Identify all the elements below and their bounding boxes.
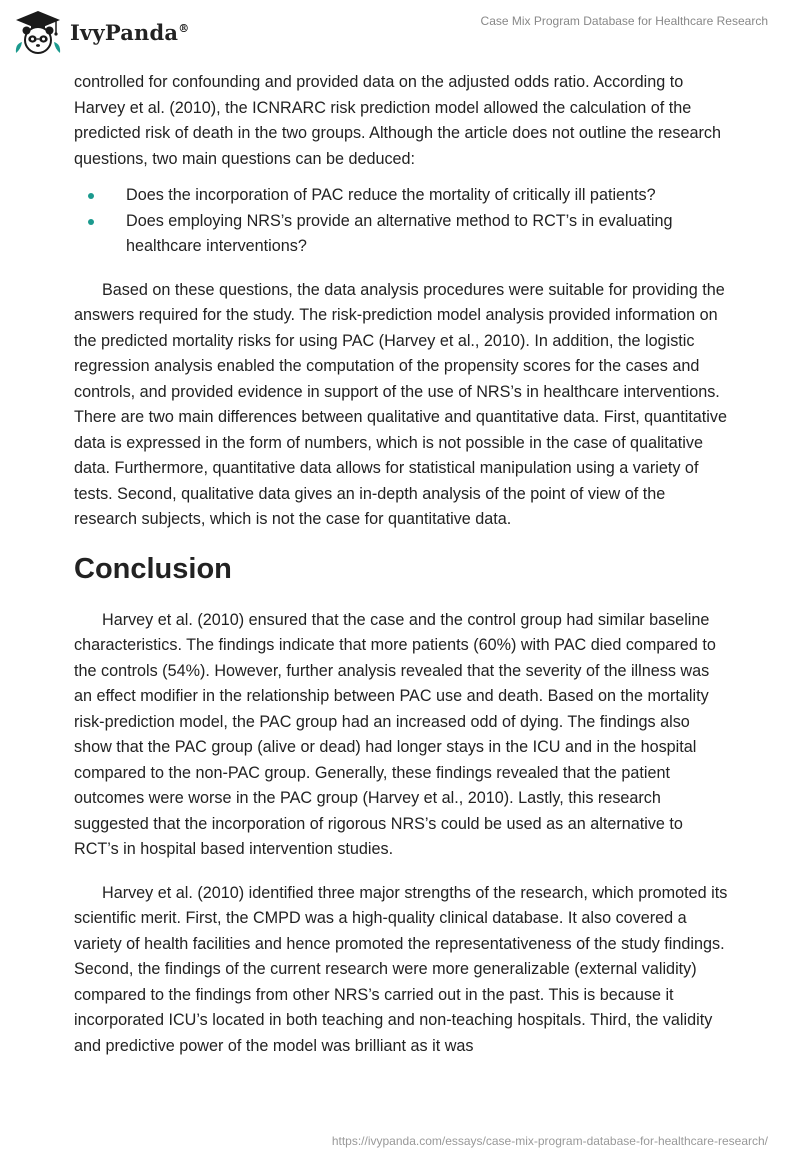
section-heading-conclusion: Conclusion	[74, 552, 232, 585]
research-questions-list	[74, 183, 730, 260]
list-item-text: Does employing NRS’s provide an alternative method to RCT’s in evaluating healthcare interventions?	[126, 211, 673, 255]
list-item	[74, 209, 730, 260]
paragraph-conclusion-1: Harvey et al. (2010) ensured that the case and the control group had similar baseline characteristics. The findings indicate that more patients (60%) with PAC died compared to the controls (54%). However, further analysis revealed that the severity of the illness was an effect modifier in the relationship between PAC use and death. Based on the mortality risk-prediction model, the PAC group had an increased odd of dying. The findings also show that the PAC group (alive or dead) had longer stays in the ICU and in the hospital compared to the non-PAC group. Generally, these findings revealed that the patient outcomes were worse in the PAC group (Harvey et al., 2010). Lastly, this research suggested that the incorporation of rigorous NRS’s could be used as an alternative to RCT’s in hospital based intervention studies.	[74, 610, 716, 858]
paragraph-analysis: Based on these questions, the data analysis procedures were suitable for providing the answers required for the study. The risk-prediction model analysis provided information on the predicted mortality risks for using PAC (Harvey et al., 2010). In addition, the logistic regression analysis enabled the computation of the propensity scores for the cases and controls, and provided evidence in support of the use of NRS’s in healthcare interventions. There are two main differences between qualitative and quantitative data. First, quantitative data is expressed in the form of numbers, which is not possible in the case of qualitative data. Furthermore, quantitative data allows for statistical manipulation using a variety of tests. Second, qualitative data gives an in-depth analysis of the point of view of the research subjects, which is not the case for quantitative data.	[74, 280, 727, 528]
list-item-text: Does the incorporation of PAC reduce the mortality of critically ill patients?	[126, 186, 656, 204]
panda-mascot-icon	[12, 9, 64, 55]
paragraph-conclusion-2: Harvey et al. (2010) identified three major strengths of the research, which promoted its scientific merit. First, the CMPD was a high-quality clinical database. It also covered a variety of health facilities and hence promoted the representativeness of the study findings. Second, the findings of the current research were more generalizable (external validity) compared to the findings from other NRS’s carried out in the past. This is because it incorporated ICU’s located in both teaching and non-teaching hospitals. Third, the validity and predictive power of the model was brilliant as it was	[74, 883, 728, 1055]
document-title: Case Mix Program Database for Healthcare Research	[480, 14, 768, 28]
registered-mark: ®	[178, 21, 190, 35]
bullet-icon	[88, 219, 94, 225]
brand-logo[interactable]	[12, 8, 189, 56]
source-url[interactable]: https://ivypanda.com/essays/case-mix-program-database-for-healthcare-research/	[331, 1134, 768, 1148]
bullet-icon	[88, 193, 94, 199]
brand-name: IvyPanda®	[70, 19, 190, 45]
paragraph-intro: controlled for confounding and provided data on the adjusted odds ratio. According to Harvey et al. (2010), the ICNRARC risk prediction model allowed the calculation of the predicted risk of death in the two groups. Although the article does not outline the research questions, two main questions can be deduced:	[74, 73, 722, 168]
page-header	[0, 0, 800, 70]
list-item	[74, 183, 730, 209]
essay-body	[74, 70, 730, 1059]
